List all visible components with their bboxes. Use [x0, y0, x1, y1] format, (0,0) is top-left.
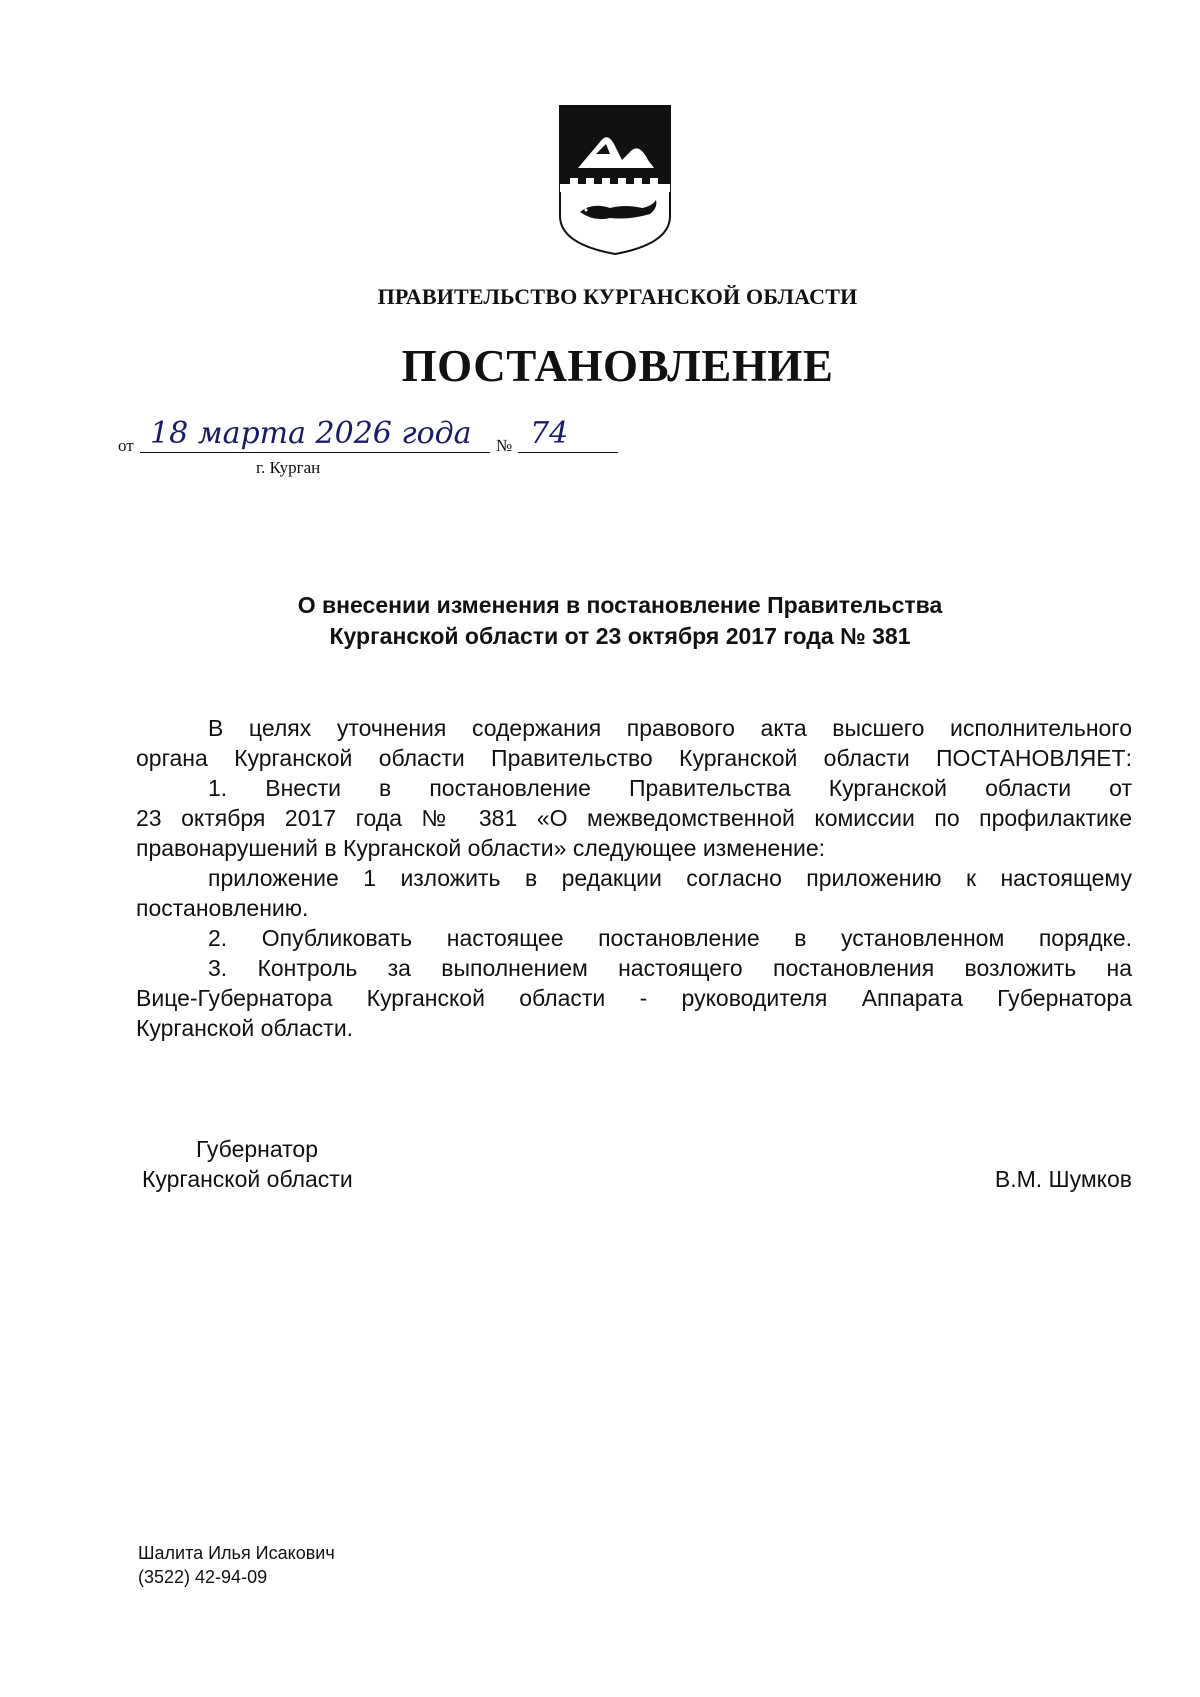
body-line: 2. Опубликовать настоящее постановление в установленном порядке. [208, 925, 1132, 951]
signatory-title-line1: Губернатор [196, 1136, 319, 1162]
document-type-heading: ПОСТАНОВЛЕНИЕ [401, 341, 834, 391]
contact-phone: (3522) 42-94-09 [138, 1567, 268, 1587]
body-line: Курганской области. [136, 1015, 354, 1041]
body-line: постановлению. [136, 895, 309, 921]
body-line: 23 октября 2017 года № 381 «О межведомственной комиссии по профилактике [136, 805, 1132, 831]
body-line: В целях уточнения содержания правового акта высшего исполнительного [208, 715, 1132, 741]
coat-of-arms-icon [556, 104, 674, 260]
body-line: Вице-Губернатора Курганской области - руководителя Аппарата Губернатора [136, 985, 1132, 1011]
body-line: приложение 1 изложить в редакции согласно приложению к настоящему [208, 865, 1132, 891]
coat-of-arms-emblem [556, 104, 674, 260]
document-subject [220, 590, 1020, 652]
body-line: органа Курганской области Правительство Курганской области ПОСТАНОВЛЯЕТ: [136, 745, 1132, 771]
body-line: 3. Контроль за выполнением настоящего постановления возложить на [208, 955, 1132, 981]
subject-line: Курганской области от 23 октября 2017 года № 381 [329, 623, 911, 649]
number-prefix: № [496, 436, 513, 455]
document-body [136, 713, 1132, 1043]
date-prefix: от [118, 436, 134, 455]
signatory-title-line2: Курганской области [142, 1166, 353, 1192]
subject-line: О внесении изменения в постановление Правительства [297, 592, 943, 618]
city-label: г. Курган [256, 458, 321, 477]
contact-name: Шалита Илья Исакович [138, 1543, 335, 1563]
date-handwritten: 18 марта 2026 года [150, 416, 472, 451]
organization-heading: ПРАВИТЕЛЬСТВО КУРГАНСКОЙ ОБЛАСТИ [377, 284, 858, 309]
number-underline [518, 452, 618, 453]
number-handwritten: 74 [530, 416, 569, 451]
body-line: правонарушений в Курганской области» следующее изменение: [136, 835, 826, 861]
date-underline [140, 452, 490, 453]
body-line: 1. Внести в постановление Правительства Курганской области от [208, 775, 1132, 801]
signatory-name: В.М. Шумков [994, 1166, 1132, 1192]
